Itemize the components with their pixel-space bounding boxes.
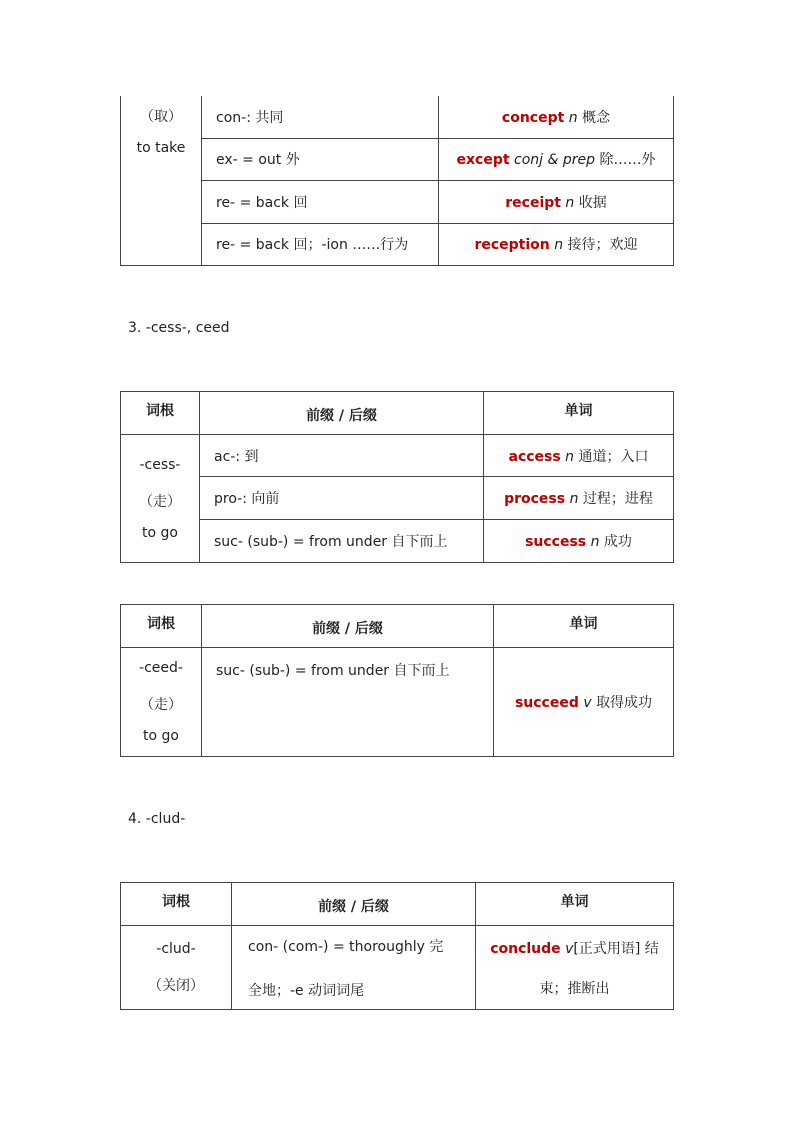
meaning: 除……外 [599, 152, 656, 168]
meaning: 取得成功 [596, 695, 653, 711]
pos: n [554, 237, 564, 253]
word-cell [439, 180, 674, 223]
word-cell [484, 477, 674, 520]
pos: n [568, 109, 578, 126]
meaning: 成功 [603, 534, 632, 550]
section-3-heading: 3. -cess-, ceed [128, 320, 230, 336]
prefix-cell: re- = back 回；-ion ……行为 [202, 223, 439, 265]
meaning: 通道；入口 [578, 448, 649, 465]
root-cn: （取） [140, 109, 182, 125]
root: -clud- [156, 940, 196, 957]
prefix-cell: con-: 共同 [202, 96, 439, 138]
root-cell [121, 648, 202, 757]
root-cn: （走） [139, 493, 181, 510]
table-take [120, 96, 674, 266]
meaning-line-1: [正式用语] 结 [573, 940, 659, 957]
meaning-line-2: 束；推断出 [539, 980, 610, 997]
pos: conj & prep [514, 152, 596, 168]
pos: n [565, 194, 575, 211]
root-en: to go [143, 728, 179, 744]
word-cell [476, 926, 674, 1010]
root-cell [121, 435, 200, 563]
word-cell [439, 223, 674, 265]
header-root: 词根 [121, 392, 200, 435]
pos: v [583, 695, 592, 711]
prefix-cell [232, 926, 476, 1010]
prefix-cell: ex- = out 外 [202, 138, 439, 180]
word: concept [501, 109, 565, 126]
root-cn: （走） [140, 697, 182, 713]
header-affix: 前缀 / 后缀 [202, 605, 494, 648]
root: -cess- [139, 456, 181, 473]
pos: n [565, 448, 575, 465]
root-cn: （关闭） [148, 977, 204, 994]
word: access [508, 448, 561, 465]
table-ceed [120, 604, 674, 757]
word-cell [439, 96, 674, 138]
word: succeed [514, 695, 579, 711]
header-affix: 前缀 / 后缀 [200, 392, 484, 435]
header-root: 词根 [121, 883, 232, 926]
table-cess [120, 391, 674, 563]
meaning: 过程；进程 [582, 491, 653, 507]
prefix-cell: ac-: 到 [200, 435, 484, 477]
word: receipt [505, 194, 561, 211]
word-cell [484, 520, 674, 563]
section-4-heading: 4. -clud- [128, 811, 186, 827]
prefix-line-2: 全地；-e 动词词尾 [248, 982, 365, 999]
prefix-cell: suc- (sub-) = from under 自下而上 [200, 520, 484, 563]
root-en: to go [142, 524, 178, 541]
root-cell [121, 926, 232, 1010]
pos: n [569, 491, 579, 507]
header-word: 单词 [494, 605, 674, 648]
meaning: 收据 [578, 194, 607, 211]
word-cell [494, 648, 674, 757]
header-root: 词根 [121, 605, 202, 648]
prefix-cell: suc- (sub-) = from under 自下而上 [202, 648, 494, 757]
word: reception [474, 237, 550, 253]
word-cell [484, 435, 674, 477]
meaning: 接待；欢迎 [567, 237, 638, 253]
meaning: 概念 [582, 109, 611, 126]
table-clud [120, 882, 674, 1010]
root: -ceed- [139, 660, 183, 676]
root-cell [121, 96, 202, 265]
prefix-cell: re- = back 回 [202, 180, 439, 223]
pos: v [565, 940, 574, 957]
root-en: to take [136, 140, 186, 156]
prefix-line-1: con- (com-) = thoroughly 完 [248, 938, 444, 955]
header-affix: 前缀 / 后缀 [232, 883, 476, 926]
header-word: 单词 [484, 392, 674, 435]
word: conclude [490, 940, 561, 957]
pos: n [590, 534, 600, 550]
word: success [525, 534, 587, 550]
word-cell [439, 138, 674, 180]
word: process [504, 491, 566, 507]
header-word: 单词 [476, 883, 674, 926]
prefix-cell: pro-: 向前 [200, 477, 484, 520]
word: except [456, 152, 510, 168]
